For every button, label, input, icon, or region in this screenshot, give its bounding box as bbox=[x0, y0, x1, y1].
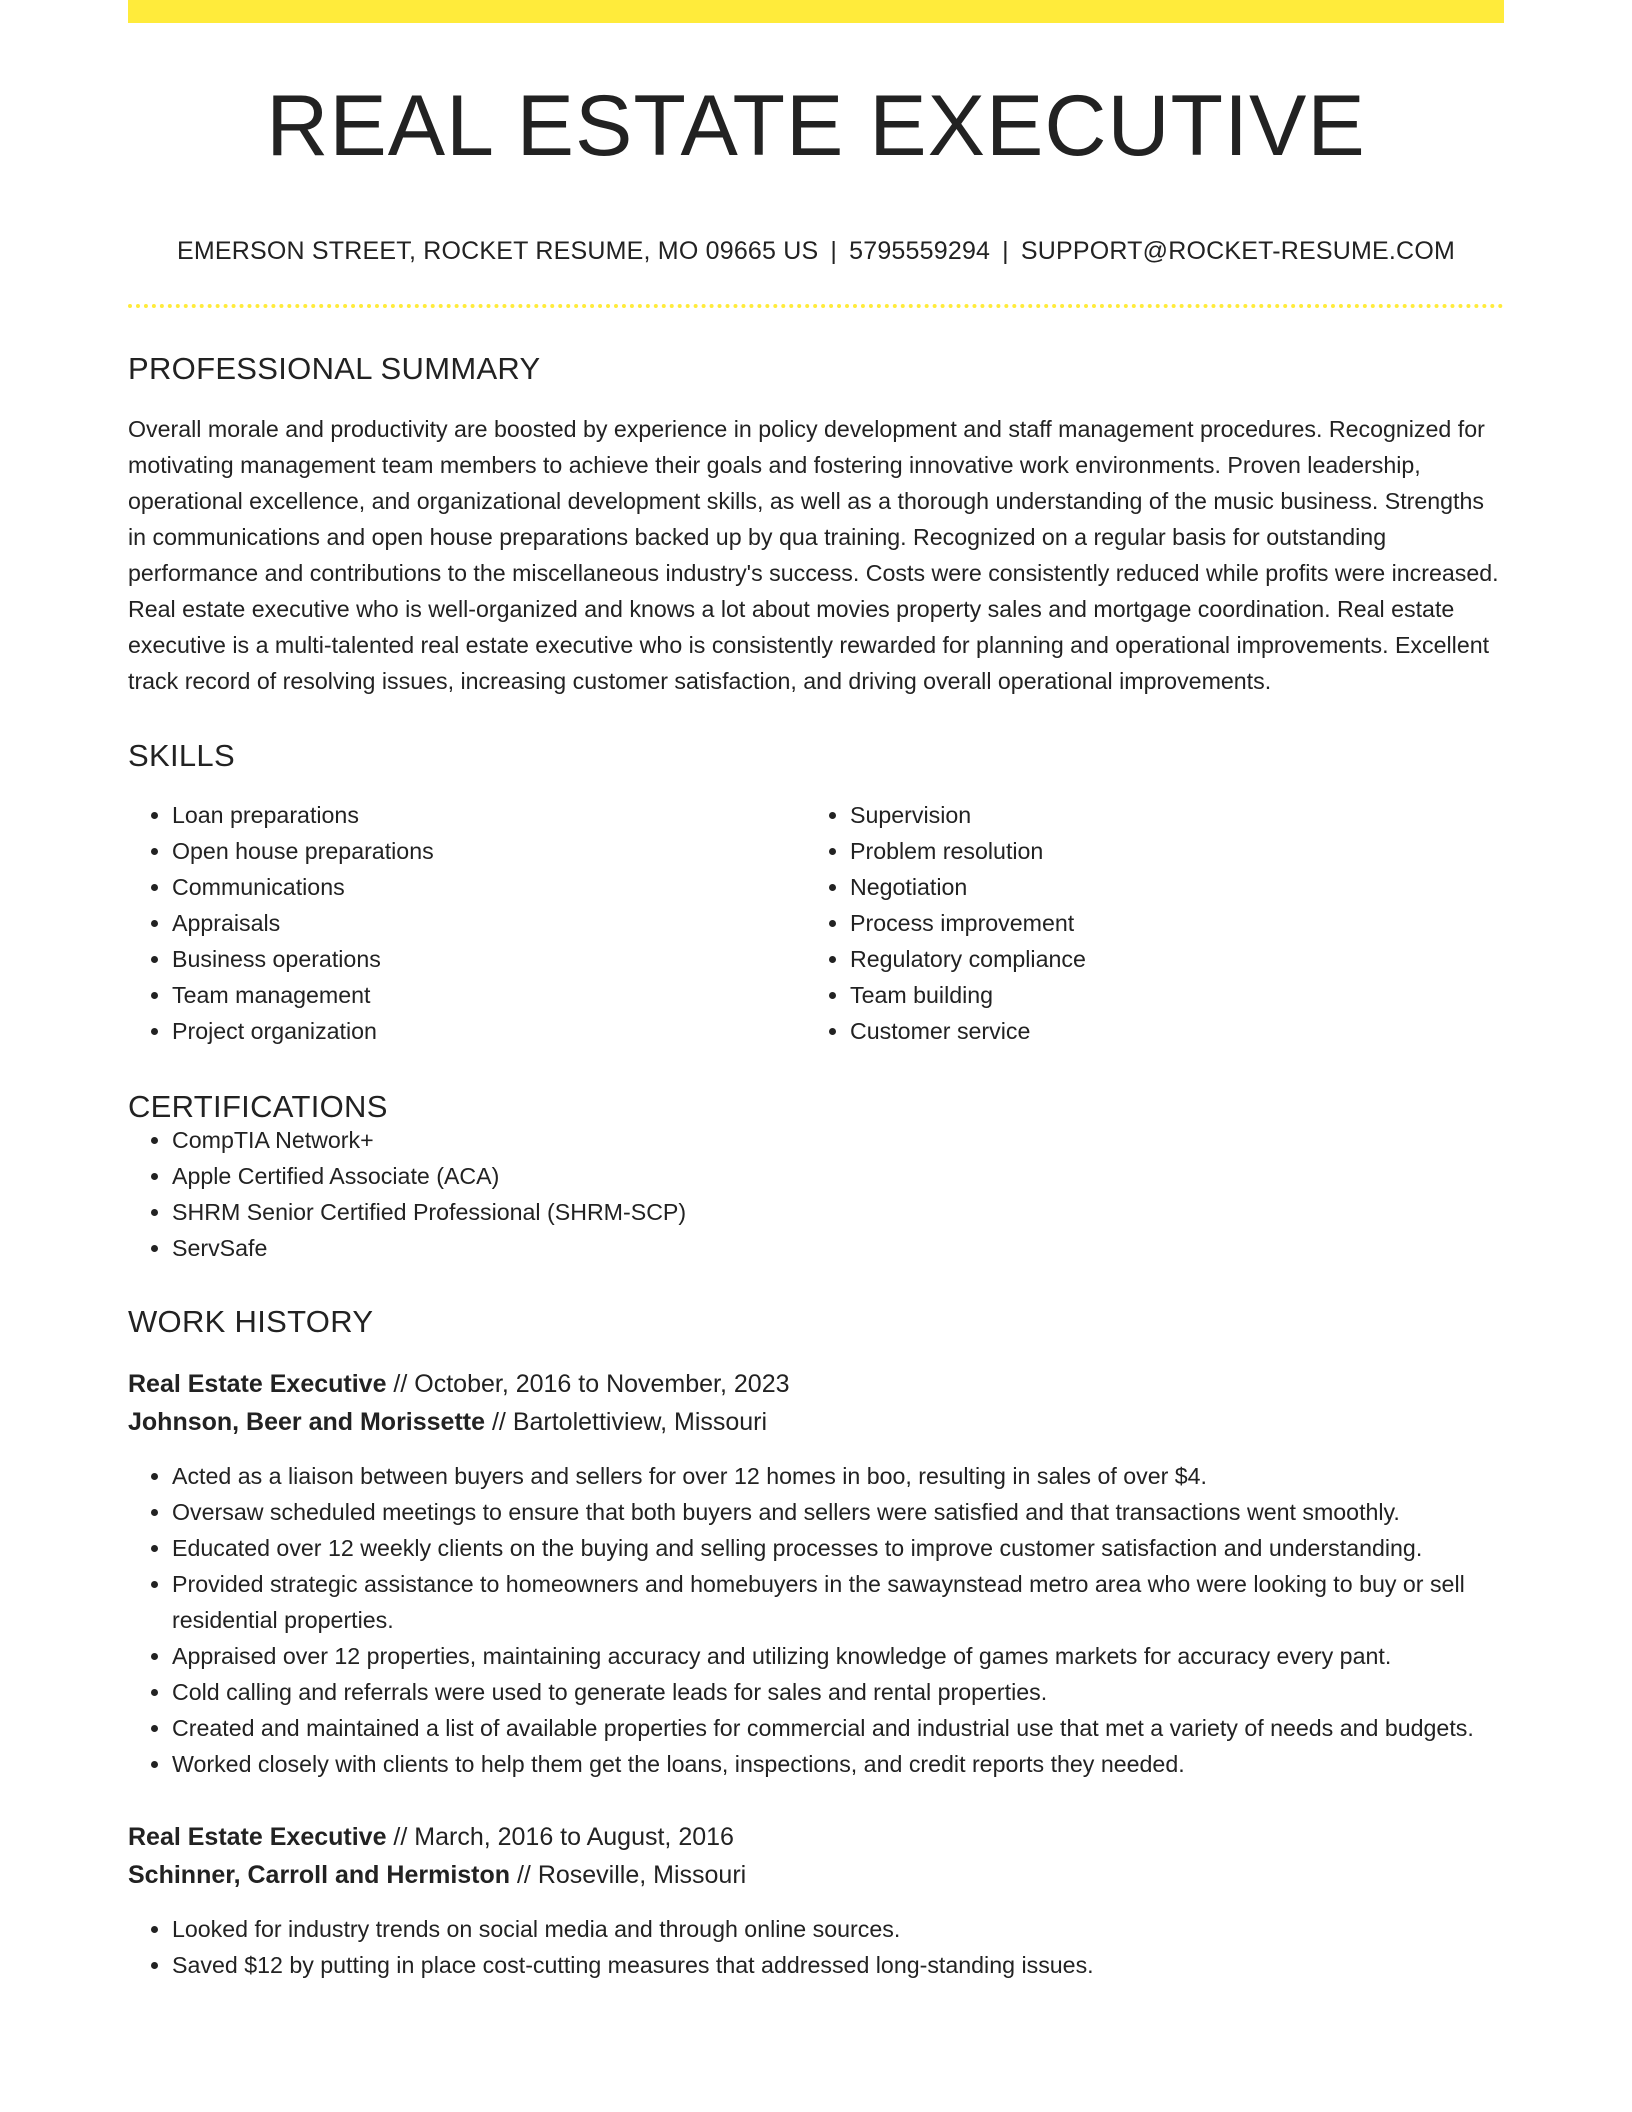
list-item: • Business operations bbox=[172, 941, 806, 977]
list-item: • Looked for industry trends on social media and through online sources. bbox=[172, 1911, 1504, 1947]
job-dates: // October, 2016 to November, 2023 bbox=[386, 1370, 790, 1398]
list-item: • Project organization bbox=[172, 1013, 806, 1049]
separator: | bbox=[830, 237, 838, 265]
job-title-line bbox=[128, 1365, 1504, 1403]
job-role: Real Estate Executive bbox=[128, 1823, 387, 1851]
skills-heading: SKILLS bbox=[128, 738, 235, 773]
list-item: • Appraised over 12 properties, maintaining accuracy and utilizing knowledge of games markets for accuracy every pant. bbox=[172, 1638, 1504, 1674]
list-item: • Process improvement bbox=[850, 905, 1484, 941]
list-item: • Supervision bbox=[850, 797, 1484, 833]
list-item: • Saved $12 by putting in place cost-cutting measures that addressed long-standing issues. bbox=[172, 1947, 1504, 1983]
list-item: • Educated over 12 weekly clients on the buying and selling processes to improve customer satisfaction and understanding. bbox=[172, 1530, 1504, 1566]
list-item: • Created and maintained a list of available properties for commercial and industrial use that met a variety of needs and budgets. bbox=[172, 1710, 1504, 1746]
job-company: Schinner, Carroll and Hermiston bbox=[128, 1861, 511, 1889]
list-item: • Open house preparations bbox=[172, 833, 806, 869]
job-company: Johnson, Beer and Morissette bbox=[128, 1408, 486, 1436]
list-item: • SHRM Senior Certified Professional (SHRM-SCP) bbox=[172, 1194, 1504, 1230]
separator: | bbox=[1002, 237, 1009, 265]
summary-text: Overall morale and productivity are boosted by experience in policy development and staff management procedures. Recognized for motivating management team members to achieve their goals and fostering innovative work environments. Proven leadership, operational excellence, and organizational development skills, as well as a thorough understanding of the music business. Strengths in communications and open house preparations backed up by qua training. Recognized on a regular basis for outstanding performance and contributions to the miscellaneous industry's success. Costs were consistently reduced while profits were increased. Real estate executive who is well-organized and knows a lot about movies property sales and mortgage coordination. Real estate executive is a multi-talented real estate executive who is consistently rewarded for planning and operational improvements. Excellent track record of resolving issues, increasing customer satisfaction, and driving overall operational improvements. bbox=[128, 416, 1499, 694]
job-location: // Bartolettiview, Missouri bbox=[485, 1408, 768, 1436]
list-item: • Communications bbox=[172, 869, 806, 905]
job-bullets bbox=[128, 1458, 1504, 1782]
skills-grid bbox=[128, 797, 1504, 1049]
work-history-heading: WORK HISTORY bbox=[128, 1304, 374, 1339]
job-title-line bbox=[128, 1818, 1504, 1856]
list-item: • Negotiation bbox=[850, 869, 1484, 905]
accent-bar bbox=[128, 0, 1504, 23]
list-item: • Loan preparations bbox=[172, 797, 806, 833]
resume-page bbox=[128, 0, 1504, 1983]
skills-column-right bbox=[806, 797, 1484, 1049]
certifications-list bbox=[128, 1122, 1504, 1266]
list-item: • Cold calling and referrals were used to generate leads for sales and rental properties. bbox=[172, 1674, 1504, 1710]
list-item: • Team management bbox=[172, 977, 806, 1013]
email: SUPPORT@ROCKET-RESUME.COM bbox=[1020, 237, 1455, 265]
job-role: Real Estate Executive bbox=[128, 1370, 387, 1398]
list-item: • Acted as a liaison between buyers and sellers for over 12 homes in boo, resulting in sales of over $4. bbox=[172, 1458, 1504, 1494]
address: EMERSON STREET, ROCKET RESUME, MO 09665 US bbox=[176, 237, 819, 265]
list-item: • Provided strategic assistance to homeowners and homebuyers in the sawaynstead metro area who were looking to buy or sell residential properties. bbox=[172, 1566, 1504, 1638]
job-company-line bbox=[128, 1403, 1504, 1441]
skills-column-left bbox=[128, 797, 806, 1049]
list-item: • Appraisals bbox=[172, 905, 806, 941]
contact-line bbox=[128, 237, 1504, 266]
list-item: • ServSafe bbox=[172, 1230, 1504, 1266]
list-item: • Regulatory compliance bbox=[850, 941, 1484, 977]
list-item: • Apple Certified Associate (ACA) bbox=[172, 1158, 1504, 1194]
job-location: // Roseville, Missouri bbox=[510, 1861, 747, 1889]
dotted-divider bbox=[128, 304, 1504, 308]
list-item: • Problem resolution bbox=[850, 833, 1484, 869]
list-item: • CompTIA Network+ bbox=[172, 1122, 1504, 1158]
list-item: • Customer service bbox=[850, 1013, 1484, 1049]
job-bullets bbox=[128, 1911, 1504, 1983]
page-title: REAL ESTATE EXECUTIVE bbox=[266, 78, 1366, 174]
job-company-line bbox=[128, 1856, 1504, 1894]
certifications-heading: CERTIFICATIONS bbox=[128, 1089, 388, 1124]
list-item: • Worked closely with clients to help them get the loans, inspections, and credit reports they needed. bbox=[172, 1746, 1504, 1782]
list-item: • Oversaw scheduled meetings to ensure that both buyers and sellers were satisfied and that transactions went smoothly. bbox=[172, 1494, 1504, 1530]
skills-list-left bbox=[128, 797, 806, 1049]
skills-list-right bbox=[806, 797, 1484, 1049]
phone: 5795559294 bbox=[849, 237, 991, 265]
job-entry bbox=[128, 1818, 1504, 1983]
job-entry bbox=[128, 1365, 1504, 1782]
list-item: • Team building bbox=[850, 977, 1484, 1013]
summary-heading: PROFESSIONAL SUMMARY bbox=[128, 351, 541, 386]
job-dates: // March, 2016 to August, 2016 bbox=[386, 1823, 734, 1851]
